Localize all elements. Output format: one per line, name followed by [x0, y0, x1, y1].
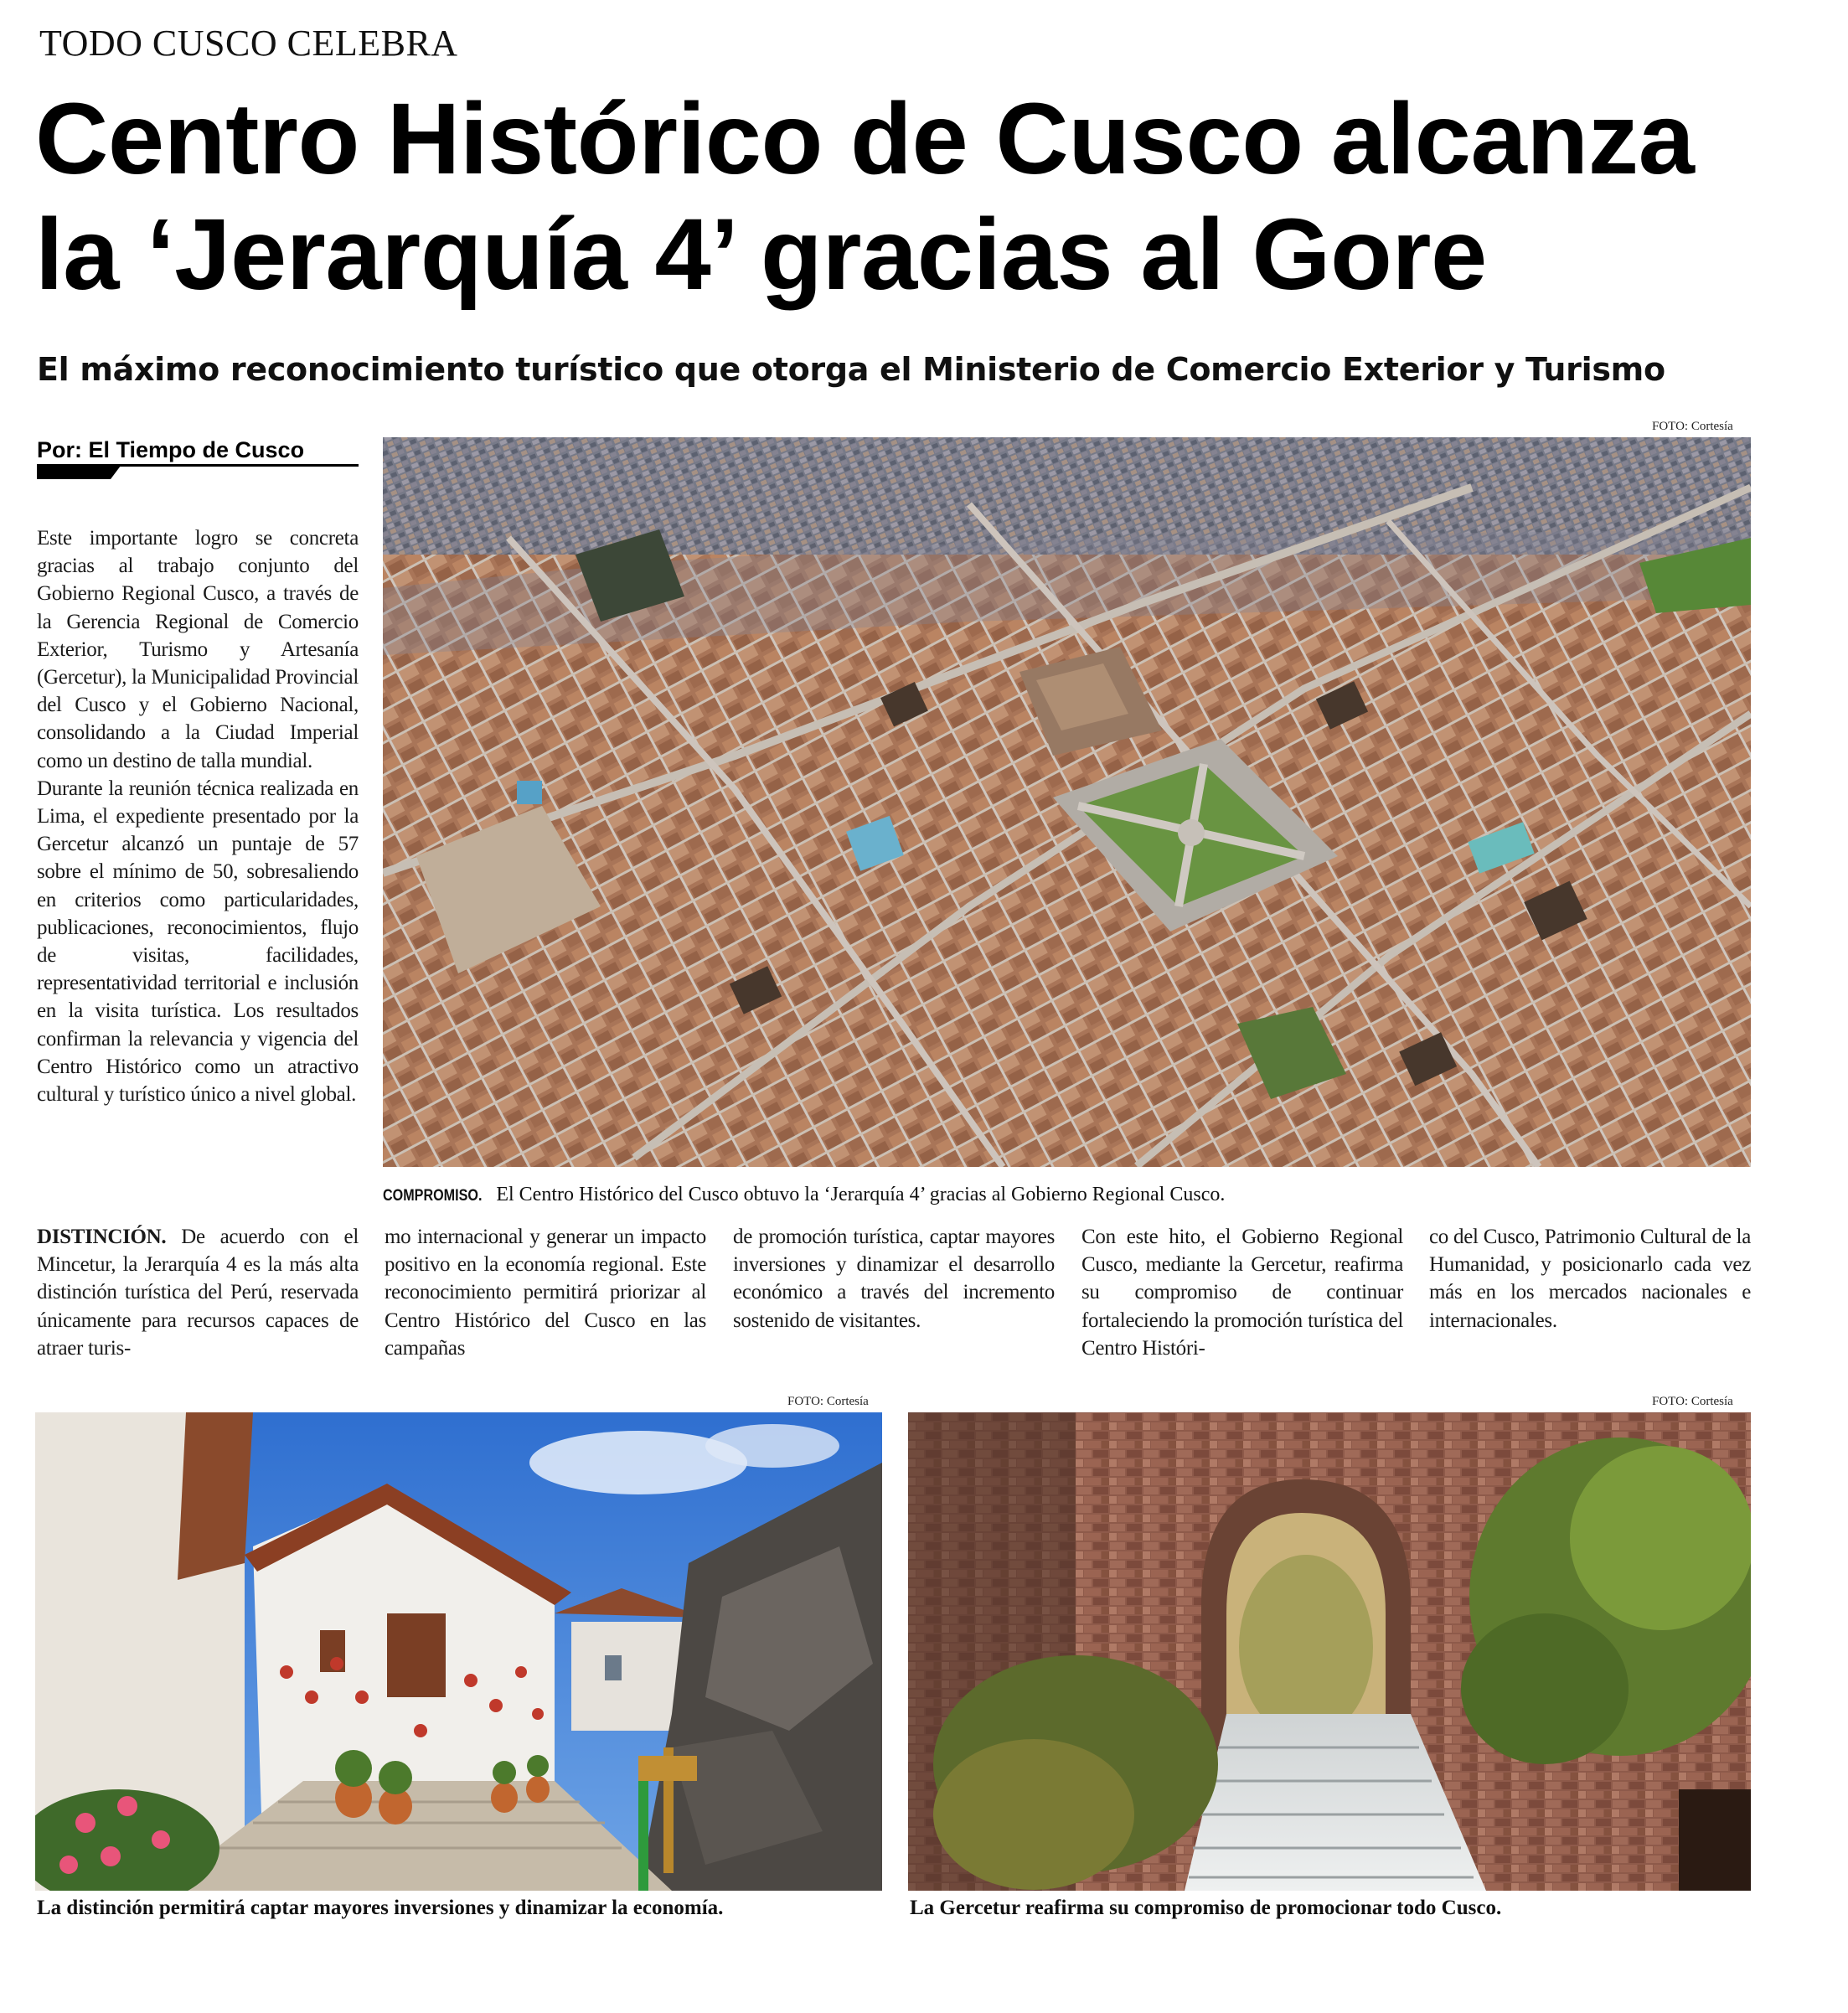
- photo-colonial-street: [35, 1412, 882, 1891]
- distincion-text-2: mo internacional y generar un impacto positivo en la economía regional. Este reconocimiento permitirá priorizar al Centro Histórico del Cusco en las campañas: [385, 1226, 706, 1360]
- article-left-column: [37, 524, 359, 1108]
- distincion-column-4: [1081, 1223, 1403, 1362]
- distincion-lead-in: DISTINCIÓN.: [37, 1226, 167, 1248]
- distincion-text-1: De acuerdo con el Mincetur, la Jerarquía 4 es la más alta distinción turística del Perú, reservada únicamente para recursos capaces de atraer turis-: [37, 1226, 359, 1360]
- photo-credit-bottom-left: FOTO: Cortesía: [787, 1395, 869, 1408]
- distincion-column-2: [385, 1223, 706, 1362]
- stone-arch-image: [908, 1412, 1751, 1891]
- photo-aerial-cusco: [383, 437, 1751, 1167]
- headline-line-2: la ‘Jerarquía 4’ gracias al Gore: [35, 197, 1487, 311]
- headline-line-1: Centro Histórico de Cusco alcanza: [35, 81, 1695, 195]
- byline: Por: El Tiempo de Cusco: [37, 437, 305, 462]
- paragraph-1: Este importante logro se concreta gracias al trabajo conjunto del Gobierno Regional Cusco, a través de la Gerencia Regional de Comercio Exterior, Turismo y Artesanía (Gercetur), la Municipalidad Provincial del Cusco y el Gobierno Nacional, consolidando a la Ciudad Imperial como un destino de talla mundial.: [37, 527, 359, 772]
- colonial-street-image: [35, 1412, 882, 1891]
- main-photo-caption: [383, 1181, 1751, 1210]
- bottom-left-photo-caption: La distinción permitirá captar mayores inversiones y dinamizar la economía.: [37, 1897, 724, 1919]
- distincion-column-3: [733, 1223, 1055, 1334]
- photo-credit-main: FOTO: Cortesía: [1652, 420, 1733, 433]
- byline-tab-decoration: [37, 466, 121, 479]
- headline: [35, 80, 1828, 312]
- caption-text: El Centro Histórico del Cusco obtuvo la ‘Jerarquía 4’ gracias al Gobierno Regional Cusco.: [491, 1184, 1226, 1205]
- distincion-text-5: co del Cusco, Patrimonio Cultural de la Humanidad, y posicionarlo cada vez más en los mercados nacionales e internacionales.: [1429, 1226, 1751, 1332]
- caption-kicker: COMPROMISO.: [383, 1187, 483, 1205]
- section-tag: TODO CUSCO CELEBRA: [39, 23, 458, 64]
- subtitle: El máximo reconocimiento turístico que otorga el Ministerio de Comercio Exterior y Turismo: [37, 351, 1665, 388]
- aerial-city-image: [383, 437, 1751, 1167]
- photo-stone-arch: [908, 1412, 1751, 1891]
- photo-credit-bottom-right: FOTO: Cortesía: [1652, 1395, 1733, 1408]
- distincion-text-3: de promoción turística, captar mayores inversiones y dinamizar el desarrollo económico a través del incremento sostenido de visitantes.: [733, 1226, 1055, 1332]
- distincion-column-1: [37, 1223, 359, 1362]
- distincion-text-4: Con este hito, el Gobierno Regional Cusco, mediante la Gercetur, reafirma su compromiso de continuar fortaleciendo la promoción turística del Centro Históri-: [1081, 1226, 1403, 1360]
- distincion-column-5: [1429, 1223, 1751, 1334]
- bottom-right-photo-caption: La Gercetur reafirma su compromiso de promocionar todo Cusco.: [910, 1897, 1502, 1919]
- paragraph-2: Durante la reunión técnica realizada en Lima, el expediente presentado por la Gercetur alcanzó un puntaje de 57 sobre el mínimo de 50, sobresaliendo en criterios como particularidades, publicaciones, reconocimientos, flujo de visitas, facilidades, representatividad territorial e inclusión en la visita turística. Los resultados confirman la relevancia y vigencia del Centro Histórico como un atractivo cultural y turístico único a nivel global.: [37, 777, 359, 1107]
